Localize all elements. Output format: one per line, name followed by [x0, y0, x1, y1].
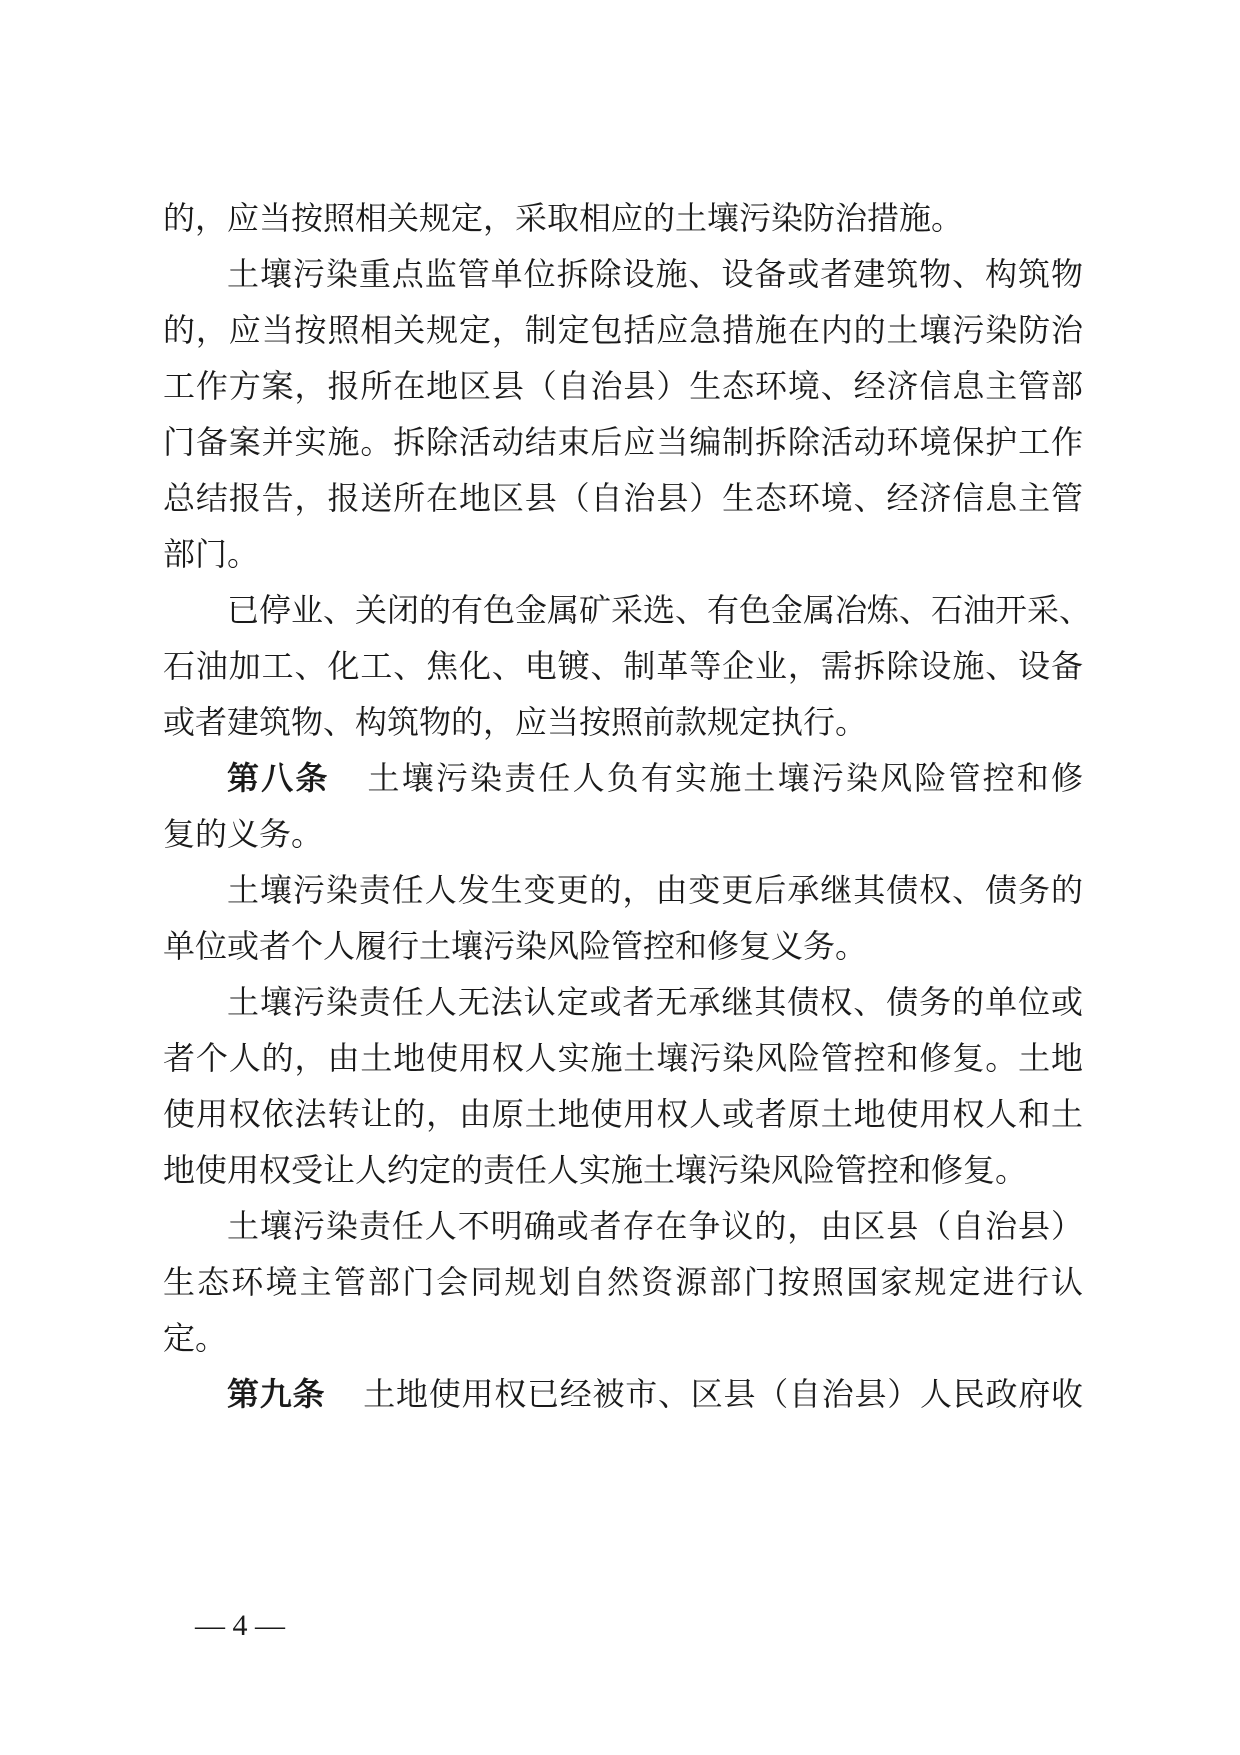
- text-line-7: 部门。: [163, 535, 260, 573]
- text-line-2: 土壤污染重点监管单位拆除设施、设备或者建筑物、构筑物: [227, 255, 1083, 293]
- article-8-text: 土壤污染责任人负有实施土壤污染风险管控和修: [367, 759, 1083, 797]
- text-line-21: 定。: [163, 1319, 228, 1357]
- text-line-20: 生态环境主管部门会同规划自然资源部门按照国家规定进行认: [163, 1263, 1083, 1301]
- text-line-15: 土壤污染责任人无法认定或者无承继其债权、债务的单位或: [227, 983, 1083, 1021]
- article-8-first-line: [227, 750, 1083, 806]
- text-line-13: 土壤污染责任人发生变更的，由变更后承继其债权、债务的: [227, 871, 1083, 909]
- text-line-16: 者个人的，由土地使用权人实施土壤污染风险管控和修复。土地: [163, 1039, 1083, 1077]
- text-line-19: 土壤污染责任人不明确或者存在争议的，由区县（自治县）: [227, 1207, 1083, 1245]
- article-8-heading: 第八条: [227, 759, 330, 797]
- article-9-text: 土地使用权已经被市、区县（自治县）人民政府收: [363, 1375, 1083, 1413]
- page-number: — 4 —: [195, 1609, 285, 1642]
- text-line-17: 使用权依法转让的，由原土地使用权人或者原土地使用权人和土: [163, 1095, 1083, 1133]
- article-9-heading: 第九条: [227, 1375, 326, 1413]
- text-line-18: 地使用权受让人约定的责任人实施土壤污染风险管控和修复。: [163, 1151, 1028, 1189]
- text-line-5: 门备案并实施。拆除活动结束后应当编制拆除活动环境保护工作: [163, 423, 1083, 461]
- text-line-10: 或者建筑物、构筑物的，应当按照前款规定执行。: [163, 703, 868, 741]
- text-line-14: 单位或者个人履行土壤污染风险管控和修复义务。: [163, 927, 868, 965]
- text-line-1: 的，应当按照相关规定，采取相应的土壤污染防治措施。: [163, 199, 964, 237]
- text-line-6: 总结报告，报送所在地区县（自治县）生态环境、经济信息主管: [163, 479, 1083, 517]
- text-line-9: 石油加工、化工、焦化、电镀、制革等企业，需拆除设施、设备: [163, 647, 1083, 685]
- article-9-first-line: [227, 1366, 1083, 1422]
- text-line-12: 复的义务。: [163, 815, 324, 853]
- text-line-8: 已停业、关闭的有色金属矿采选、有色金属冶炼、石油开采、: [227, 591, 1092, 629]
- text-line-4: 工作方案，报所在地区县（自治县）生态环境、经济信息主管部: [163, 367, 1083, 405]
- text-line-3: 的，应当按照相关规定，制定包括应急措施在内的土壤污染防治: [163, 311, 1083, 349]
